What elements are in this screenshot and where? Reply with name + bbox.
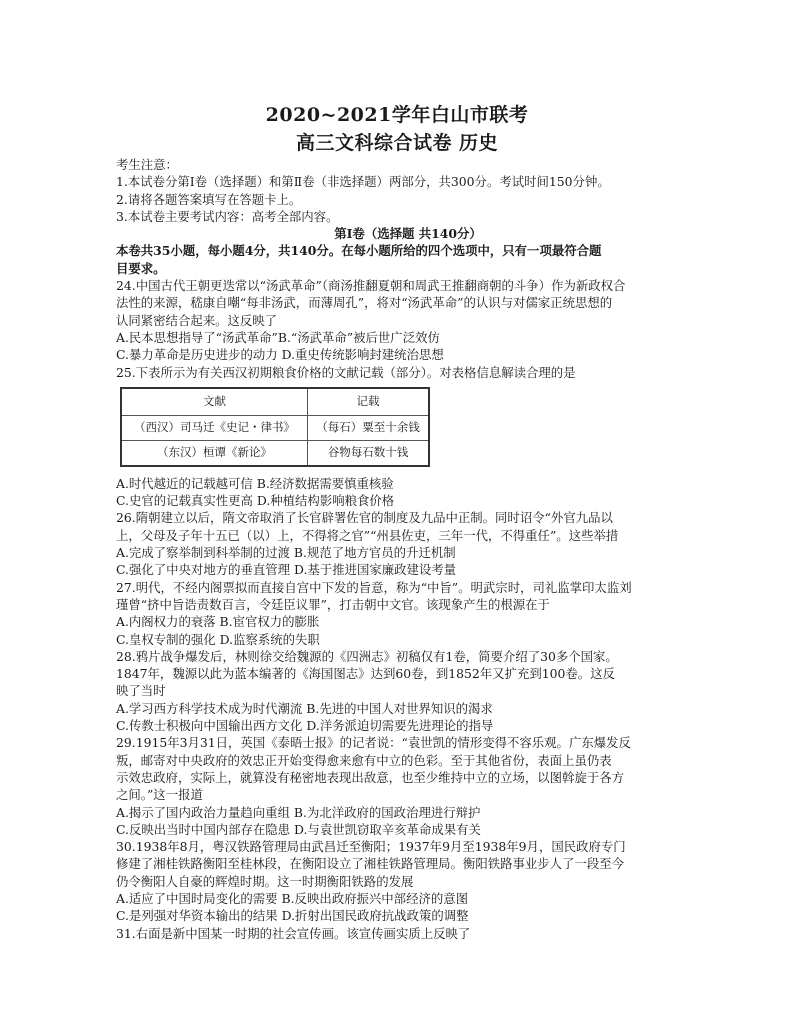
- option-line: C.暴力革命是历史进步的动力 D.重史传统影响封建统治思想: [116, 347, 444, 363]
- option-line: C.皇权专制的强化 D.监察系统的失职: [116, 631, 320, 647]
- reference-table: [120, 387, 430, 467]
- table-cell: （每石）粟至十余钱: [308, 415, 429, 440]
- question-q24: [116, 277, 700, 363]
- question-q26: [116, 509, 700, 578]
- option-line: C.是列强对华资本输出的结果 D.折射出国民政府抗战政策的调整: [116, 908, 469, 924]
- option-line: A.完成了察举制到科举制的过渡 B.规范了地方官员的升迁机制: [116, 545, 456, 561]
- notice-list: [116, 173, 700, 225]
- section-instruction: [116, 242, 700, 277]
- question-stem-line: 叛，邮寄对中央政府的效忠正开始变得愈来愈有中立的色彩。至于其他省份，表面上虽仍表: [116, 752, 612, 768]
- question-list: [116, 277, 700, 942]
- option-line: C.反映出当时中国内部存在隐患 D.与袁世凯窃取辛亥革命成果有关: [116, 821, 481, 837]
- table-row: [121, 415, 429, 440]
- question-stem-line: 27.明代，不经内阁票拟而直接自宫中下发的旨意，称为“中旨”。明武宗时，司礼监掌印太监刘: [116, 579, 632, 595]
- table-header-cell: 记载: [308, 388, 429, 416]
- option-line: A.揭示了国内政治力量趋向重组 B.为北洋政府的国政治理进行辩护: [116, 804, 481, 820]
- question-q27: [116, 579, 700, 648]
- table-header-cell: 文献: [121, 388, 308, 416]
- notice-heading: 考生注意：: [116, 157, 178, 172]
- instruction-line: 本卷共35小题，每小题4分，共140分。在每小题所给的四个选项中，只有一项最符合题: [116, 243, 602, 259]
- notice-item: 1.本试卷分第Ⅰ卷（选择题）和第Ⅱ卷（非选择题）两部分，共300分。考试时间150分钟。: [116, 174, 610, 190]
- option-line: C.强化了中央对地方的垂直管理 D.基于推进国家廉政建设考量: [116, 562, 457, 578]
- option-line: A.民本思想指导了“汤武革命”B.“汤武革命”被后世广泛效仿: [116, 329, 440, 345]
- question-stem-line: 法性的来源，嵇康自嘲“每非汤武，而薄周孔”，将对“汤武革命”的认识与对儒家正统思想的: [116, 295, 613, 311]
- question-q31: [116, 925, 700, 942]
- question-stem-line: 25.下表所示为有关西汉初期粮食价格的文献记载（部分）。对表格信息解读合理的是: [116, 364, 576, 380]
- exam-title: 2020~2021学年白山市联考: [265, 104, 529, 126]
- question-stem-line: 1847年，魏源以此为蓝本编著的《海国图志》达到60卷，到1852年又扩充到100卷。这反: [116, 666, 615, 682]
- question-q25: [116, 364, 700, 510]
- question-q30: [116, 838, 700, 924]
- question-stem-line: 修建了湘桂铁路衡阳至桂林段，在衡阳设立了湘桂铁路管理局。衡阳铁路事业步人了一段至今: [116, 856, 625, 872]
- table-cell: （东汉）桓谭《新论》: [121, 440, 308, 466]
- question-q28: [116, 648, 700, 734]
- option-line: A.内阁权力的衰落 B.宦官权力的膨胀: [116, 614, 320, 630]
- option-line: A.时代越近的记载越可信 B.经济数据需要慎重核验: [116, 475, 394, 491]
- instruction-line: 目要求。: [116, 260, 166, 276]
- exam-content: [116, 156, 700, 942]
- exam-subtitle: 高三文科综合试卷 历史: [295, 132, 499, 154]
- question-stem-line: 28.鸦片战争爆发后，林则徐交给魏源的《四洲志》初稿仅有1卷，简要介绍了30多个国家。: [116, 648, 618, 664]
- question-stem-line: 示效忠政府，实际上，就算没有秘密地表现出敌意，也至少维持中立的立场，以图斡旋于各方: [116, 769, 625, 785]
- option-line: A.适应了中国时局变化的需要 B.反映出政府振兴中部经济的意图: [116, 890, 469, 906]
- notice-item: 2.请将各题答案填写在答题卡上。: [116, 191, 302, 207]
- question-stem-line: 24.中国古代王朝更迭常以“汤武革命”（商汤推翻夏朝和周武王推翻商朝的斗争）作为新政权合: [116, 278, 626, 294]
- question-stem-line: 之间。”这一报道: [116, 787, 203, 803]
- question-stem-line: 30.1938年8月，粤汉铁路管理局由武昌迁至衡阳；1937年9月至1938年9月，国民政府专门: [116, 839, 626, 855]
- table-cell: （西汉）司马迁《史记・律书》: [121, 415, 308, 440]
- notice-item: 3.本试卷主要考试内容：高考全部内容。: [116, 208, 339, 224]
- option-line: A.学习西方科学技术成为时代潮流 B.先进的中国人对世界知识的渴求: [116, 700, 493, 716]
- table-cell: 谷物每石数十钱: [308, 440, 429, 466]
- option-line: C.史官的记载真实性更高 D.种植结构影响粮食价格: [116, 493, 395, 509]
- question-stem-line: 29.1915年3月31日，英国《泰晤士报》的记者说：“袁世凯的情形变得不容乐观。广东爆发反: [116, 735, 631, 751]
- question-stem-line: 26.隋朝建立以后，隋文帝取消了长官辟署佐官的制度及九品中正制。同时诏令“外官九品以: [116, 510, 613, 526]
- question-stem-line: 映了当时: [116, 683, 166, 699]
- option-line: C.传教士积极向中国输出西方文化 D.洋务派迫切需要先进理论的指导: [116, 718, 494, 734]
- table-row: [121, 440, 429, 466]
- question-stem-line: 仍令衡阳人自豪的辉煌时期。这一时期衡阳铁路的发展: [116, 873, 414, 889]
- question-q29: [116, 734, 700, 838]
- question-stem-line: 上，父母及子年十五已（以）上，不得将之官”“州县佐吏，三年一代，不得重任”。这些举措: [116, 527, 619, 543]
- question-stem-line: 31.右面是新中国某一时期的社会宣传画。该宣传画实质上反映了: [116, 925, 471, 941]
- section-title: 第Ⅰ卷（选择题 共140分）: [334, 226, 482, 242]
- question-stem-line: 认同紧密结合起来。这反映了: [116, 312, 278, 328]
- question-stem-line: 瑾曾“挤中旨诰责数百言，令廷臣议罪”，打击朝中文官。该现象产生的根源在于: [116, 596, 550, 612]
